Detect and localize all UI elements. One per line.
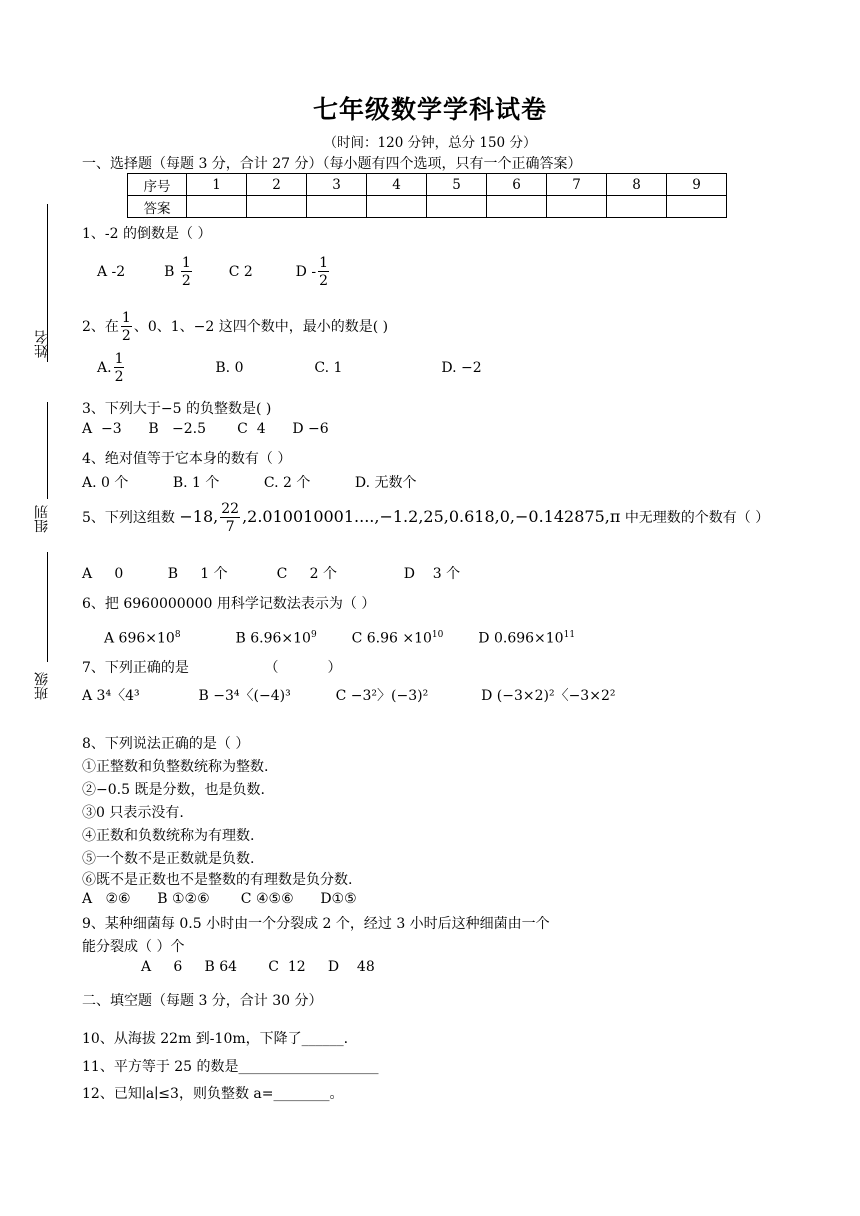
answer-cell[interactable] bbox=[307, 196, 367, 218]
q1-options bbox=[97, 256, 331, 288]
section2-heading: 二、填空题（每题 3 分，合计 30 分） bbox=[82, 993, 323, 1009]
q2-fraction: $\frac{1}{2}$ bbox=[121, 310, 131, 344]
table-cell: 1 bbox=[187, 174, 247, 196]
group-label: 组别 bbox=[34, 505, 50, 533]
q11: 11、平方等于 25 的数是____________________ bbox=[82, 1059, 379, 1075]
class-line bbox=[47, 552, 48, 662]
table-cell: 6 bbox=[487, 174, 547, 196]
q7-options bbox=[82, 685, 615, 705]
q2-option-b: B. 0 bbox=[215, 360, 244, 376]
table-cell: 9 bbox=[667, 174, 727, 196]
table-cell: 8 bbox=[607, 174, 667, 196]
table-row bbox=[128, 174, 727, 196]
answer-cell[interactable] bbox=[667, 196, 727, 218]
answer-cell[interactable] bbox=[487, 196, 547, 218]
q2-fraction-a: $\frac{1}{2}$ bbox=[114, 351, 124, 385]
q7-option-b: B −3⁴〈(−4)³ bbox=[198, 688, 291, 704]
q8-item: ①正整数和负整数统称为整数. bbox=[82, 759, 269, 775]
q1-fraction-b: $\frac{1}{2}$ bbox=[181, 255, 191, 289]
table-cell: 7 bbox=[547, 174, 607, 196]
class-label: 班级 bbox=[34, 672, 50, 700]
q2-option-a: A. bbox=[97, 360, 112, 376]
q6-option-c: C 6.96 ×10 bbox=[351, 630, 432, 647]
q1-option-d: D - bbox=[295, 264, 317, 280]
table-row bbox=[128, 196, 727, 218]
q1-option-a: A -2 bbox=[97, 264, 126, 280]
q2-options bbox=[97, 352, 482, 384]
q1-option-c: C 2 bbox=[228, 264, 253, 280]
answer-table bbox=[127, 173, 727, 218]
q6-option-a: A 696×10 bbox=[104, 630, 175, 647]
q8-options: A ②⑥ B ①②⑥ C ④⑤⑥ D①⑤ bbox=[82, 891, 357, 907]
table-header-number: 序号 bbox=[128, 174, 187, 196]
q5-stem: 5、下列这组数 −18, $\frac{22}{7}$ ,2.010010001....,−1.2,25,0.618,0,−0.142875,π 中无理数的个数有（ ） bbox=[82, 501, 770, 535]
answer-cell[interactable] bbox=[187, 196, 247, 218]
group-line bbox=[47, 402, 48, 499]
q6-stem: 6、把 6960000000 用科学记数法表示为（ ） bbox=[82, 596, 376, 612]
q8-item: ⑤一个数不是正数就是负数. bbox=[82, 851, 255, 867]
exam-subtitle: （时间：120 分钟，总分 150 分） bbox=[323, 135, 537, 151]
section1-heading: 一、选择题（每题 3 分，合计 27 分）（每小题有四个选项，只有一个正确答案） bbox=[82, 156, 582, 172]
table-cell: 3 bbox=[307, 174, 367, 196]
q8-item: ⑥既不是正数也不是整数的有理数是负分数. bbox=[82, 872, 353, 888]
table-cell: 5 bbox=[427, 174, 487, 196]
name-label: 姓名 bbox=[34, 330, 50, 358]
table-header-answer: 答案 bbox=[128, 196, 187, 218]
q2-stem: 2、在 $\frac{1}{2}$ 、0、1、−2 这四个数中，最小的数是( ) bbox=[82, 310, 389, 344]
q5-options: A 0 B 1 个 C 2 个 D 3 个 bbox=[82, 566, 461, 582]
q6-options: A $696\times 10^8$ B $6.96\times 10^9$ C $6.96 \times 10^{10}$ D $0.696\times 10^{11}$ bbox=[104, 630, 576, 647]
q7-option-c: C −3²〉(−3)² bbox=[335, 688, 429, 704]
q4-stem: 4、绝对值等于它本身的数有（ ） bbox=[82, 451, 292, 467]
answer-cell[interactable] bbox=[607, 196, 667, 218]
q3-options: A −3 B −2.5 C 4 D −6 bbox=[82, 421, 329, 437]
q6-option-b: B 6.96×10 bbox=[235, 630, 311, 647]
q7-stem: 7、下列正确的是 （ ） bbox=[82, 660, 342, 676]
table-cell: 2 bbox=[247, 174, 307, 196]
q5-expression-end: ,2.010010001....,−1.2,25,0.618,0,−0.142875,π bbox=[242, 507, 621, 526]
q8-item: ④正数和负数统称为有理数. bbox=[82, 828, 255, 844]
table-cell: 4 bbox=[367, 174, 427, 196]
page-title: 七年级数学学科试卷 bbox=[312, 95, 547, 124]
q9-options: A 6 B 64 C 12 D 48 bbox=[141, 959, 375, 975]
q2-option-d: D. −2 bbox=[441, 360, 482, 376]
answer-cell[interactable] bbox=[247, 196, 307, 218]
q1-option-b: B bbox=[164, 264, 175, 280]
q5-expression-start: −18, bbox=[179, 507, 219, 526]
q3-stem: 3、下列大于−5 的负整数是( ) bbox=[82, 401, 272, 417]
q9-stem-line2: 能分裂成（ ）个 bbox=[82, 939, 185, 955]
answer-cell[interactable] bbox=[427, 196, 487, 218]
q2-option-c: C. 1 bbox=[314, 360, 343, 376]
q10: 10、从海拔 22m 到-10m，下降了______. bbox=[82, 1031, 349, 1047]
q4-options: A. 0 个 B. 1 个 C. 2 个 D. 无数个 bbox=[82, 475, 417, 491]
q1-stem: 1、-2 的倒数是（ ） bbox=[82, 226, 212, 242]
answer-cell[interactable] bbox=[547, 196, 607, 218]
q8-stem: 8、下列说法正确的是（ ） bbox=[82, 736, 250, 752]
q8-item: ③0 只表示没有. bbox=[82, 805, 184, 821]
q12: 12、已知∣a∣≤3，则负整数 a=________。 bbox=[82, 1086, 344, 1102]
q7-option-a: A 3⁴〈4³ bbox=[82, 688, 140, 704]
q7-option-d: D (−3×2)²〈−3×2² bbox=[481, 688, 616, 704]
q1-fraction-d: $\frac{1}{2}$ bbox=[319, 255, 328, 289]
q8-item: ②−0.5 既是分数，也是负数. bbox=[82, 782, 265, 798]
q6-option-d: D 0.696×10 bbox=[478, 630, 564, 647]
q5-fraction: $\frac{22}{7}$ bbox=[221, 501, 240, 535]
answer-cell[interactable] bbox=[367, 196, 427, 218]
q9-stem-line1: 9、某种细菌每 0.5 小时由一个分裂成 2 个，经过 3 小时后这种细菌由一个 bbox=[82, 916, 550, 932]
